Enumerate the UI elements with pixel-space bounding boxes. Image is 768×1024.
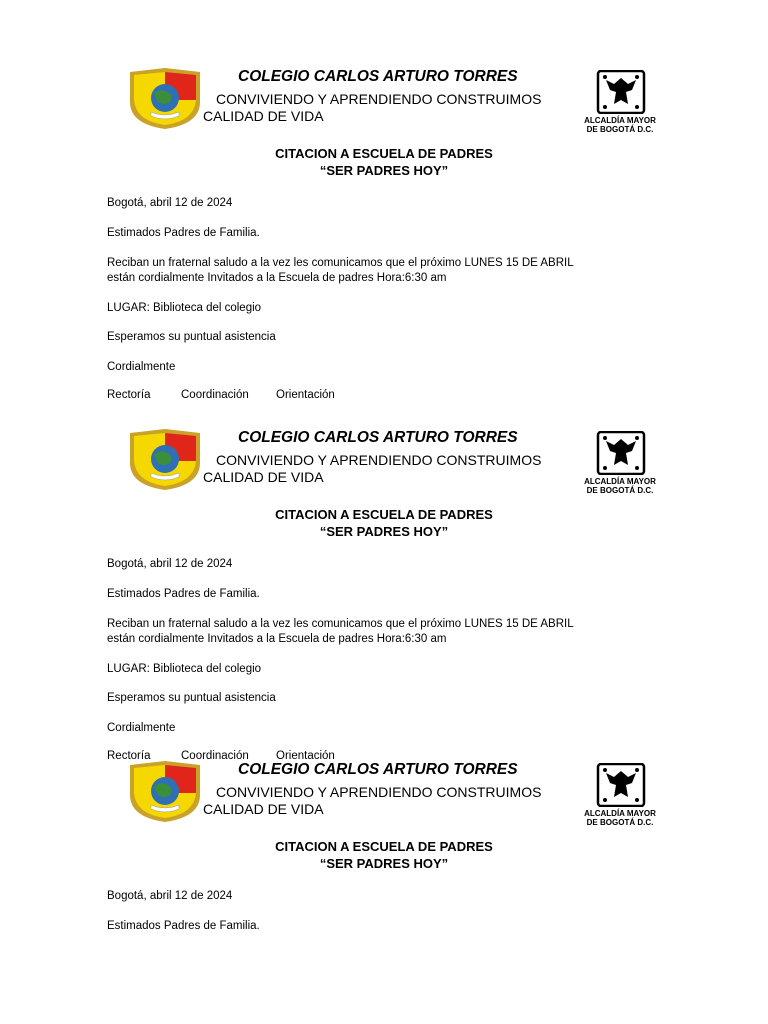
school-crest-icon [124, 427, 206, 491]
school-name: COLEGIO CARLOS ARTURO TORRES [238, 761, 518, 778]
body-line-1: Reciban un fraternal saludo a la vez les comunicamos que el próximo LUNES 15 DE ABRIL [107, 618, 574, 630]
seal-caption-line-2: DE BOGOTÁ D.C. [586, 125, 654, 134]
signature-coordinacion: Coordinación [181, 750, 249, 762]
greeting-line: Estimados Padres de Familia. [107, 227, 260, 239]
seal-caption-line-1: ALCALDÍA MAYOR [584, 477, 656, 486]
motto-line-1: CONVIVIENDO Y APRENDIENDO CONSTRUIMOS [216, 784, 542, 800]
school-crest-icon [124, 66, 206, 130]
date-line: Bogotá, abril 12 de 2024 [107, 890, 233, 902]
seal-caption-line-1: ALCALDÍA MAYOR [584, 809, 656, 818]
school-crest-icon [124, 759, 206, 823]
signature-rectoria: Rectoría [107, 750, 151, 762]
citation-subtitle: “SER PADRES HOY” [319, 163, 449, 178]
place-line: LUGAR: Biblioteca del colegio [107, 663, 262, 675]
school-name: COLEGIO CARLOS ARTURO TORRES [238, 68, 518, 85]
citation-subtitle: “SER PADRES HOY” [319, 524, 449, 539]
signature-orientacion: Orientación [276, 389, 335, 401]
signature-coordinacion: Coordinación [181, 389, 249, 401]
seal-caption [574, 116, 666, 134]
motto-line-2: CALIDAD DE VIDA [203, 108, 324, 124]
school-name: COLEGIO CARLOS ARTURO TORRES [238, 429, 518, 446]
closing-line: Cordialmente [107, 361, 176, 373]
date-line: Bogotá, abril 12 de 2024 [107, 558, 233, 570]
seal-caption-line-2: DE BOGOTÁ D.C. [586, 486, 654, 495]
request-line: Esperamos su puntual asistencia [107, 331, 276, 343]
greeting-line: Estimados Padres de Familia. [107, 588, 260, 600]
motto-line-1: CONVIVIENDO Y APRENDIENDO CONSTRUIMOS [216, 91, 542, 107]
body-line-2: están cordialmente Invitados a la Escuela de padres Hora:6:30 am [107, 633, 447, 645]
citation-title: CITACION A ESCUELA DE PADRES [275, 507, 493, 522]
motto-line-2: CALIDAD DE VIDA [203, 469, 324, 485]
signature-orientacion: Orientación [276, 750, 335, 762]
body-line-2: están cordialmente Invitados a la Escuela de padres Hora:6:30 am [107, 272, 447, 284]
seal-caption-line-2: DE BOGOTÁ D.C. [586, 818, 654, 827]
bogota-seal-icon [594, 431, 648, 475]
citation-subtitle: “SER PADRES HOY” [319, 856, 449, 871]
motto-line-2: CALIDAD DE VIDA [203, 801, 324, 817]
greeting-line: Estimados Padres de Familia. [107, 920, 260, 932]
seal-caption-line-1: ALCALDÍA MAYOR [584, 116, 656, 125]
body-line-1: Reciban un fraternal saludo a la vez les comunicamos que el próximo LUNES 15 DE ABRIL [107, 257, 574, 269]
citation-title: CITACION A ESCUELA DE PADRES [275, 839, 493, 854]
place-line: LUGAR: Biblioteca del colegio [107, 302, 262, 314]
motto-line-1: CONVIVIENDO Y APRENDIENDO CONSTRUIMOS [216, 452, 542, 468]
seal-caption [574, 477, 666, 495]
signature-rectoria: Rectoría [107, 389, 151, 401]
bogota-seal-icon [594, 70, 648, 114]
closing-line: Cordialmente [107, 722, 176, 734]
bogota-seal-icon [594, 763, 648, 807]
request-line: Esperamos su puntual asistencia [107, 692, 276, 704]
seal-caption [574, 809, 666, 827]
citation-title: CITACION A ESCUELA DE PADRES [275, 146, 493, 161]
date-line: Bogotá, abril 12 de 2024 [107, 197, 233, 209]
